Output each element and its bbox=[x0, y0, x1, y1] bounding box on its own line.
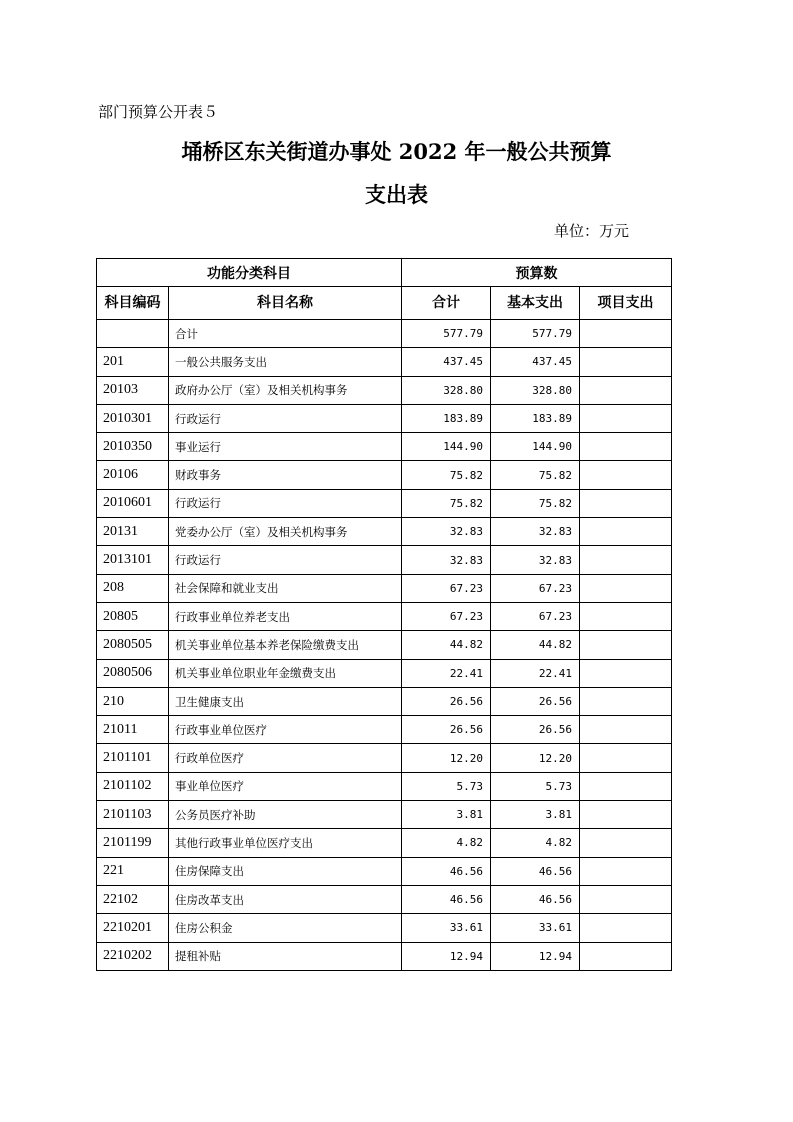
header-functional-category: 功能分类科目 bbox=[97, 259, 402, 287]
table-row bbox=[97, 631, 672, 659]
cell-total: 5.73 bbox=[402, 772, 491, 800]
table-row bbox=[97, 801, 672, 829]
page-subtitle: 支出表 bbox=[365, 182, 428, 207]
cell-code: 20106 bbox=[97, 461, 169, 489]
cell-name: 行政单位医疗 bbox=[169, 744, 402, 772]
cell-name: 一般公共服务支出 bbox=[169, 348, 402, 376]
table-row bbox=[97, 461, 672, 489]
cell-basic: 46.56 bbox=[491, 885, 580, 913]
table-row bbox=[97, 376, 672, 404]
table-row bbox=[97, 857, 672, 885]
cell-name: 行政运行 bbox=[169, 546, 402, 574]
table-row bbox=[97, 404, 672, 432]
table-row bbox=[97, 574, 672, 602]
cell-name: 住房公积金 bbox=[169, 914, 402, 942]
cell-name: 党委办公厅（室）及相关机构事务 bbox=[169, 518, 402, 546]
cell-code: 2010301 bbox=[97, 404, 169, 432]
cell-code: 2101101 bbox=[97, 744, 169, 772]
cell-basic: 12.20 bbox=[491, 744, 580, 772]
cell-basic: 44.82 bbox=[491, 631, 580, 659]
cell-total: 4.82 bbox=[402, 829, 491, 857]
cell-total: 67.23 bbox=[402, 574, 491, 602]
cell-total: 437.45 bbox=[402, 348, 491, 376]
cell-basic: 67.23 bbox=[491, 602, 580, 630]
unit-label: 单位：万元 bbox=[554, 222, 630, 240]
cell-basic: 5.73 bbox=[491, 772, 580, 800]
cell-basic: 183.89 bbox=[491, 404, 580, 432]
cell-code: 21011 bbox=[97, 716, 169, 744]
cell-total: 12.94 bbox=[402, 942, 491, 970]
table-row bbox=[97, 829, 672, 857]
cell-total: 183.89 bbox=[402, 404, 491, 432]
table-body bbox=[97, 320, 672, 971]
cell-code: 20131 bbox=[97, 518, 169, 546]
table-row bbox=[97, 716, 672, 744]
cell-code: 2010350 bbox=[97, 433, 169, 461]
cell-basic: 26.56 bbox=[491, 716, 580, 744]
table-row bbox=[97, 885, 672, 913]
cell-name: 社会保障和就业支出 bbox=[169, 574, 402, 602]
cell-name: 提租补贴 bbox=[169, 942, 402, 970]
cell-project bbox=[580, 801, 672, 829]
cell-total: 26.56 bbox=[402, 687, 491, 715]
cell-total: 67.23 bbox=[402, 602, 491, 630]
cell-basic: 26.56 bbox=[491, 687, 580, 715]
cell-project bbox=[580, 376, 672, 404]
cell-code: 20805 bbox=[97, 602, 169, 630]
cell-code: 201 bbox=[97, 348, 169, 376]
cell-name: 政府办公厅（室）及相关机构事务 bbox=[169, 376, 402, 404]
table-row bbox=[97, 518, 672, 546]
cell-total: 44.82 bbox=[402, 631, 491, 659]
cell-total: 26.56 bbox=[402, 716, 491, 744]
cell-code: 22102 bbox=[97, 885, 169, 913]
cell-code: 2210201 bbox=[97, 914, 169, 942]
cell-name: 行政事业单位医疗 bbox=[169, 716, 402, 744]
cell-code: 210 bbox=[97, 687, 169, 715]
table-row bbox=[97, 914, 672, 942]
table-row bbox=[97, 942, 672, 970]
cell-total: 12.20 bbox=[402, 744, 491, 772]
cell-basic: 144.90 bbox=[491, 433, 580, 461]
cell-code bbox=[97, 320, 169, 348]
cell-code: 2101102 bbox=[97, 772, 169, 800]
table-row bbox=[97, 320, 672, 348]
cell-name: 合计 bbox=[169, 320, 402, 348]
cell-basic: 32.83 bbox=[491, 518, 580, 546]
cell-project bbox=[580, 857, 672, 885]
cell-basic: 3.81 bbox=[491, 801, 580, 829]
cell-total: 22.41 bbox=[402, 659, 491, 687]
header-name: 科目名称 bbox=[169, 287, 402, 320]
budget-table bbox=[96, 258, 672, 971]
cell-basic: 12.94 bbox=[491, 942, 580, 970]
cell-name: 住房改革支出 bbox=[169, 885, 402, 913]
cell-name: 机关事业单位职业年金缴费支出 bbox=[169, 659, 402, 687]
document-label: 部门预算公开表５ bbox=[98, 103, 219, 121]
cell-project bbox=[580, 489, 672, 517]
cell-project bbox=[580, 687, 672, 715]
table-row bbox=[97, 744, 672, 772]
header-basic: 基本支出 bbox=[491, 287, 580, 320]
table-row bbox=[97, 772, 672, 800]
cell-total: 75.82 bbox=[402, 461, 491, 489]
cell-name: 行政运行 bbox=[169, 404, 402, 432]
cell-total: 144.90 bbox=[402, 433, 491, 461]
cell-total: 577.79 bbox=[402, 320, 491, 348]
cell-total: 46.56 bbox=[402, 857, 491, 885]
table-row bbox=[97, 489, 672, 517]
cell-total: 46.56 bbox=[402, 885, 491, 913]
cell-project bbox=[580, 659, 672, 687]
cell-code: 2013101 bbox=[97, 546, 169, 574]
cell-name: 公务员医疗补助 bbox=[169, 801, 402, 829]
cell-project bbox=[580, 942, 672, 970]
cell-name: 事业运行 bbox=[169, 433, 402, 461]
cell-project bbox=[580, 829, 672, 857]
cell-project bbox=[580, 433, 672, 461]
cell-basic: 437.45 bbox=[491, 348, 580, 376]
cell-name: 机关事业单位基本养老保险缴费支出 bbox=[169, 631, 402, 659]
cell-total: 33.61 bbox=[402, 914, 491, 942]
cell-project bbox=[580, 404, 672, 432]
table-row bbox=[97, 433, 672, 461]
cell-code: 208 bbox=[97, 574, 169, 602]
cell-name: 行政事业单位养老支出 bbox=[169, 602, 402, 630]
cell-project bbox=[580, 772, 672, 800]
cell-basic: 33.61 bbox=[491, 914, 580, 942]
cell-total: 32.83 bbox=[402, 518, 491, 546]
cell-project bbox=[580, 546, 672, 574]
cell-name: 住房保障支出 bbox=[169, 857, 402, 885]
table-row bbox=[97, 687, 672, 715]
cell-total: 75.82 bbox=[402, 489, 491, 517]
header-budget-amount: 预算数 bbox=[402, 259, 672, 287]
cell-code: 2101103 bbox=[97, 801, 169, 829]
cell-code: 2210202 bbox=[97, 942, 169, 970]
cell-code: 221 bbox=[97, 857, 169, 885]
header-project: 项目支出 bbox=[580, 287, 672, 320]
cell-name: 行政运行 bbox=[169, 489, 402, 517]
cell-project bbox=[580, 518, 672, 546]
cell-basic: 22.41 bbox=[491, 659, 580, 687]
cell-name: 其他行政事业单位医疗支出 bbox=[169, 829, 402, 857]
cell-total: 328.80 bbox=[402, 376, 491, 404]
cell-project bbox=[580, 348, 672, 376]
cell-basic: 4.82 bbox=[491, 829, 580, 857]
cell-name: 事业单位医疗 bbox=[169, 772, 402, 800]
page-title: 埇桥区东关街道办事处 2022 年一般公共预算 bbox=[181, 139, 612, 164]
cell-basic: 32.83 bbox=[491, 546, 580, 574]
cell-basic: 46.56 bbox=[491, 857, 580, 885]
table-row bbox=[97, 602, 672, 630]
cell-code: 20103 bbox=[97, 376, 169, 404]
cell-project bbox=[580, 602, 672, 630]
cell-total: 3.81 bbox=[402, 801, 491, 829]
cell-project bbox=[580, 461, 672, 489]
header-total: 合计 bbox=[402, 287, 491, 320]
cell-project bbox=[580, 574, 672, 602]
cell-code: 2080505 bbox=[97, 631, 169, 659]
cell-project bbox=[580, 914, 672, 942]
cell-basic: 75.82 bbox=[491, 489, 580, 517]
header-code: 科目编码 bbox=[97, 287, 169, 320]
cell-project bbox=[580, 885, 672, 913]
table-row bbox=[97, 348, 672, 376]
cell-name: 卫生健康支出 bbox=[169, 687, 402, 715]
cell-basic: 577.79 bbox=[491, 320, 580, 348]
cell-basic: 67.23 bbox=[491, 574, 580, 602]
cell-project bbox=[580, 320, 672, 348]
cell-project bbox=[580, 716, 672, 744]
cell-code: 2080506 bbox=[97, 659, 169, 687]
table-row bbox=[97, 659, 672, 687]
cell-code: 2101199 bbox=[97, 829, 169, 857]
table-row bbox=[97, 546, 672, 574]
cell-name: 财政事务 bbox=[169, 461, 402, 489]
cell-basic: 75.82 bbox=[491, 461, 580, 489]
cell-code: 2010601 bbox=[97, 489, 169, 517]
cell-basic: 328.80 bbox=[491, 376, 580, 404]
cell-project bbox=[580, 631, 672, 659]
cell-total: 32.83 bbox=[402, 546, 491, 574]
cell-project bbox=[580, 744, 672, 772]
